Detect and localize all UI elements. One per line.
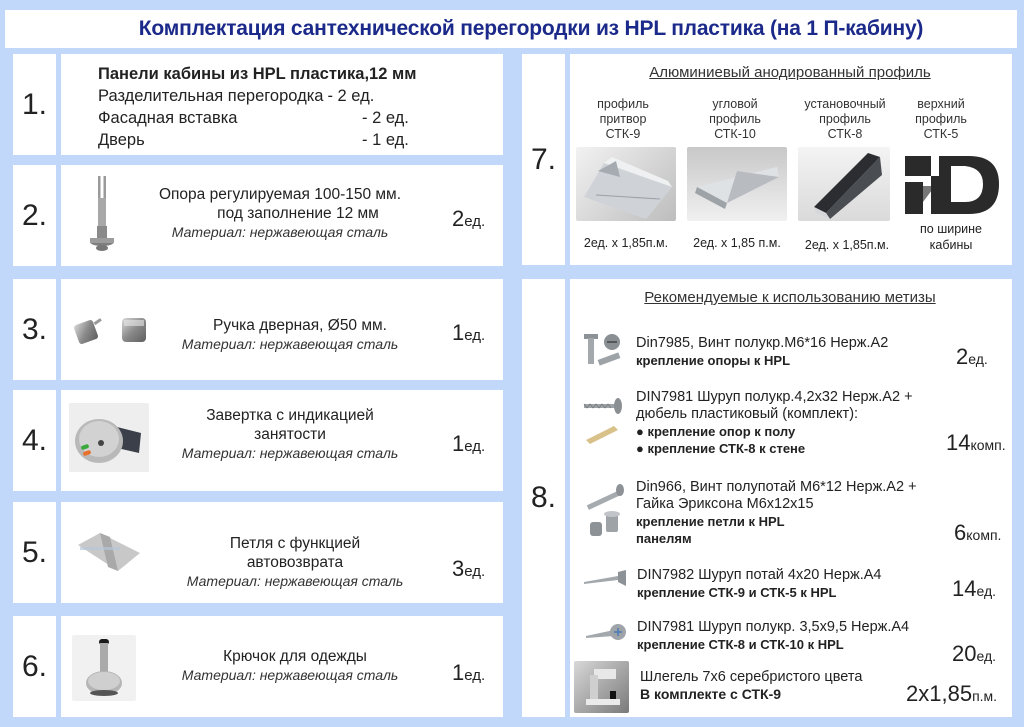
desc-line-1: Завертка с индикацией: [206, 407, 374, 424]
corner-profile-photo: [687, 147, 787, 221]
adjustable-support-photo: [88, 176, 116, 260]
hardware-item: [636, 389, 913, 457]
label-line: профиль: [915, 112, 967, 126]
qty-unit: п.м.: [972, 688, 998, 704]
qty-unit: ед.: [976, 583, 997, 599]
material-text: Материал: нержавеющая сталь: [181, 667, 399, 683]
bolt-and-rivet-nut-icon: [582, 482, 632, 540]
row-number: 5.: [21, 535, 48, 569]
screw-pan-head-icon: [582, 332, 626, 372]
profile-quantity: [896, 221, 1006, 253]
row-1-number-cell: [13, 54, 56, 155]
lock-description: [160, 406, 420, 463]
hardware-spec: Шлегель 7х6 серебристого цвета: [640, 669, 863, 685]
material-text: Материал: нержавеющая сталь: [186, 573, 404, 589]
panel-line: [98, 107, 416, 129]
qty-number: 14: [946, 430, 971, 455]
row-2-number-cell: [13, 165, 56, 266]
desc-line-2: под заполнение 12 мм: [217, 205, 379, 222]
hardware-spec: дюбель пластиковый (комплект):: [636, 406, 859, 422]
qty-unit: ед.: [968, 351, 988, 367]
row-number: 4.: [21, 423, 48, 457]
occupancy-lock-photo: [69, 403, 149, 472]
qty-number: 2: [452, 206, 465, 231]
label-line: СТК-5: [923, 127, 959, 141]
material-text: Материал: нержавеющая сталь: [171, 224, 389, 240]
qty-number: 1: [452, 660, 465, 685]
profile-label: [568, 97, 678, 142]
label-line: профиль: [819, 112, 871, 126]
qty-unit: ед.: [464, 438, 486, 455]
label-line: верхний: [917, 97, 965, 111]
panel-qty: - 2 ед.: [327, 87, 375, 105]
qty-number: 14: [952, 576, 977, 601]
quantity: [952, 576, 996, 602]
section-7-number-cell: [522, 54, 565, 265]
panels-heading: Панели кабины из HPL пластика,12 мм: [98, 65, 417, 83]
row-5-number-cell: [13, 502, 56, 603]
hardware-item: [637, 567, 881, 601]
hardware-purpose: крепление петли к HPL: [636, 514, 785, 529]
qty-unit: ед.: [464, 667, 486, 684]
profile-quantity: 2ед. x 1,85п.м.: [583, 236, 669, 250]
desc-line-1: Крючок для одежды: [223, 648, 367, 665]
label-line: СТК-10: [714, 127, 756, 141]
label-line: СТК-8: [827, 127, 863, 141]
label-line: угловой: [712, 97, 758, 111]
coat-hook-photo: [72, 635, 136, 701]
quantity: [954, 520, 1001, 546]
desc-line-2: занятости: [254, 426, 326, 443]
door-handle-photo: [74, 312, 154, 348]
self-closing-hinge-photo: [66, 523, 146, 579]
hardware-purpose: крепление опоры к HPL: [636, 353, 791, 368]
hardware-spec: DIN7981 Шуруп полукр. 3,5х9,5 Нерж.А4: [637, 619, 910, 635]
page-title: Комплектация сантехнической перегородки из HPL пластика (на 1 П-кабину): [138, 17, 924, 40]
hardware-purpose: В комплекте с СТК-9: [640, 686, 782, 702]
desc-line-1: Петля с функцией: [229, 535, 361, 552]
quantity: [452, 206, 485, 232]
quantity: [952, 641, 996, 667]
quantity: [452, 431, 485, 457]
quantity: [452, 556, 485, 582]
panel-label: Разделительная перегородка: [98, 87, 324, 105]
qty-unit: комп.: [970, 437, 1006, 453]
qty-number: 20: [952, 641, 977, 666]
row-6-number-cell: [13, 616, 56, 717]
hinge-description: [160, 534, 430, 591]
hardware-purpose: крепление СТК-9 и СТК-5 к HPL: [637, 585, 837, 600]
panel-qty: - 2 ед.: [362, 109, 409, 127]
quantity: [906, 681, 997, 707]
hardware-spec: Din966, Винт полупотай М6*12 Нерж.А2 +: [636, 479, 917, 495]
profile-label: [886, 97, 996, 142]
hardware-spec: DIN7982 Шуруп потай 4х20 Нерж.А4: [637, 567, 882, 583]
panel-qty: - 1 ед.: [362, 131, 409, 149]
label-line: СТК-9: [605, 127, 641, 141]
hardware-item: [637, 619, 909, 653]
top-rail-profile-section: [903, 152, 1003, 218]
hardware-spec: DIN7981 Шуруп полукр.4,2х32 Нерж.А2 +: [636, 389, 913, 405]
u-channel-profile-photo: [798, 147, 890, 221]
desc-line-1: Опора регулируемая 100-150 мм.: [158, 186, 402, 203]
small-pan-screw-icon: [584, 620, 630, 644]
profile-quantity: 2ед. x 1,85п.м.: [804, 238, 890, 252]
hardware-spec: Гайка Эриксона М6х12х15: [636, 496, 814, 512]
qty-unit: ед.: [976, 648, 997, 664]
support-description: [130, 185, 430, 242]
door-stop-profile-photo: [576, 147, 676, 221]
quantity: [452, 320, 485, 346]
hardware-spec: Din7985, Винт полукр.М6*16 Нерж.А2: [636, 335, 889, 351]
section-number: 8.: [530, 481, 557, 514]
panel-line: [98, 129, 416, 151]
profile-quantity: 2ед. x 1,85 п.м.: [693, 236, 781, 250]
desc-line-1: Ручка дверная, Ø50 мм.: [213, 317, 387, 334]
material-text: Материал: нержавеющая сталь: [181, 445, 399, 461]
qty-unit: ед.: [464, 327, 486, 344]
panel-label: Дверь: [98, 131, 145, 149]
hook-description: [160, 647, 420, 685]
section-number: 7.: [530, 142, 557, 176]
row-number: 1.: [21, 87, 48, 121]
countersunk-screw-icon: [582, 568, 630, 588]
label-line: притвор: [599, 112, 647, 126]
quantity: [956, 344, 988, 370]
quantity: [452, 660, 485, 686]
hardware-heading: Рекомендуемые к использованию метизы: [644, 289, 936, 306]
qty-unit: комп.: [966, 527, 1002, 543]
hardware-purpose: панелям: [636, 531, 692, 546]
hardware-purpose: ● крепление СТК-8 к стене: [636, 441, 806, 456]
title-bar: [5, 10, 1017, 48]
row-3-number-cell: [13, 279, 56, 380]
label-line: установочный: [804, 97, 886, 111]
qty-line: по ширине: [920, 222, 982, 236]
panel-line: [98, 85, 416, 107]
qty-number: 1: [452, 431, 465, 456]
hardware-item: [636, 335, 888, 369]
material-text: Материал: нержавеющая сталь: [181, 336, 399, 352]
profile-label: [790, 97, 900, 142]
qty-unit: ед.: [464, 213, 486, 230]
profile-label: [680, 97, 790, 142]
qty-number: 6: [954, 520, 967, 545]
qty-unit: ед.: [464, 563, 486, 580]
qty-line: кабины: [929, 238, 973, 252]
hardware-purpose: ● крепление опор к полу: [636, 424, 796, 439]
qty-number: 2х1,85: [906, 681, 973, 706]
profiles-heading: Алюминиевый анодированный профиль: [649, 64, 931, 81]
row-4-number-cell: [13, 390, 56, 491]
handle-description: [160, 316, 420, 354]
quantity: [946, 430, 1006, 456]
label-line: профиль: [597, 97, 649, 111]
row-number: 2.: [21, 198, 48, 232]
desc-line-2: автовозврата: [246, 554, 344, 571]
qty-number: 1: [452, 320, 465, 345]
section-8-number-cell: [522, 279, 565, 717]
row-number: 3.: [21, 312, 48, 346]
label-line: профиль: [709, 112, 761, 126]
hardware-item: [640, 669, 862, 703]
panel-label: Фасадная вставка: [98, 109, 238, 127]
hardware-item: [636, 479, 917, 547]
row-number: 6.: [21, 649, 48, 683]
screw-and-dowel-icon: [580, 390, 630, 446]
qty-number: 3: [452, 556, 465, 581]
seal-strip-photo: [574, 661, 629, 713]
qty-number: 2: [956, 344, 969, 369]
panels-block: [98, 63, 416, 151]
hardware-purpose: крепление СТК-8 и СТК-10 к HPL: [637, 637, 844, 652]
